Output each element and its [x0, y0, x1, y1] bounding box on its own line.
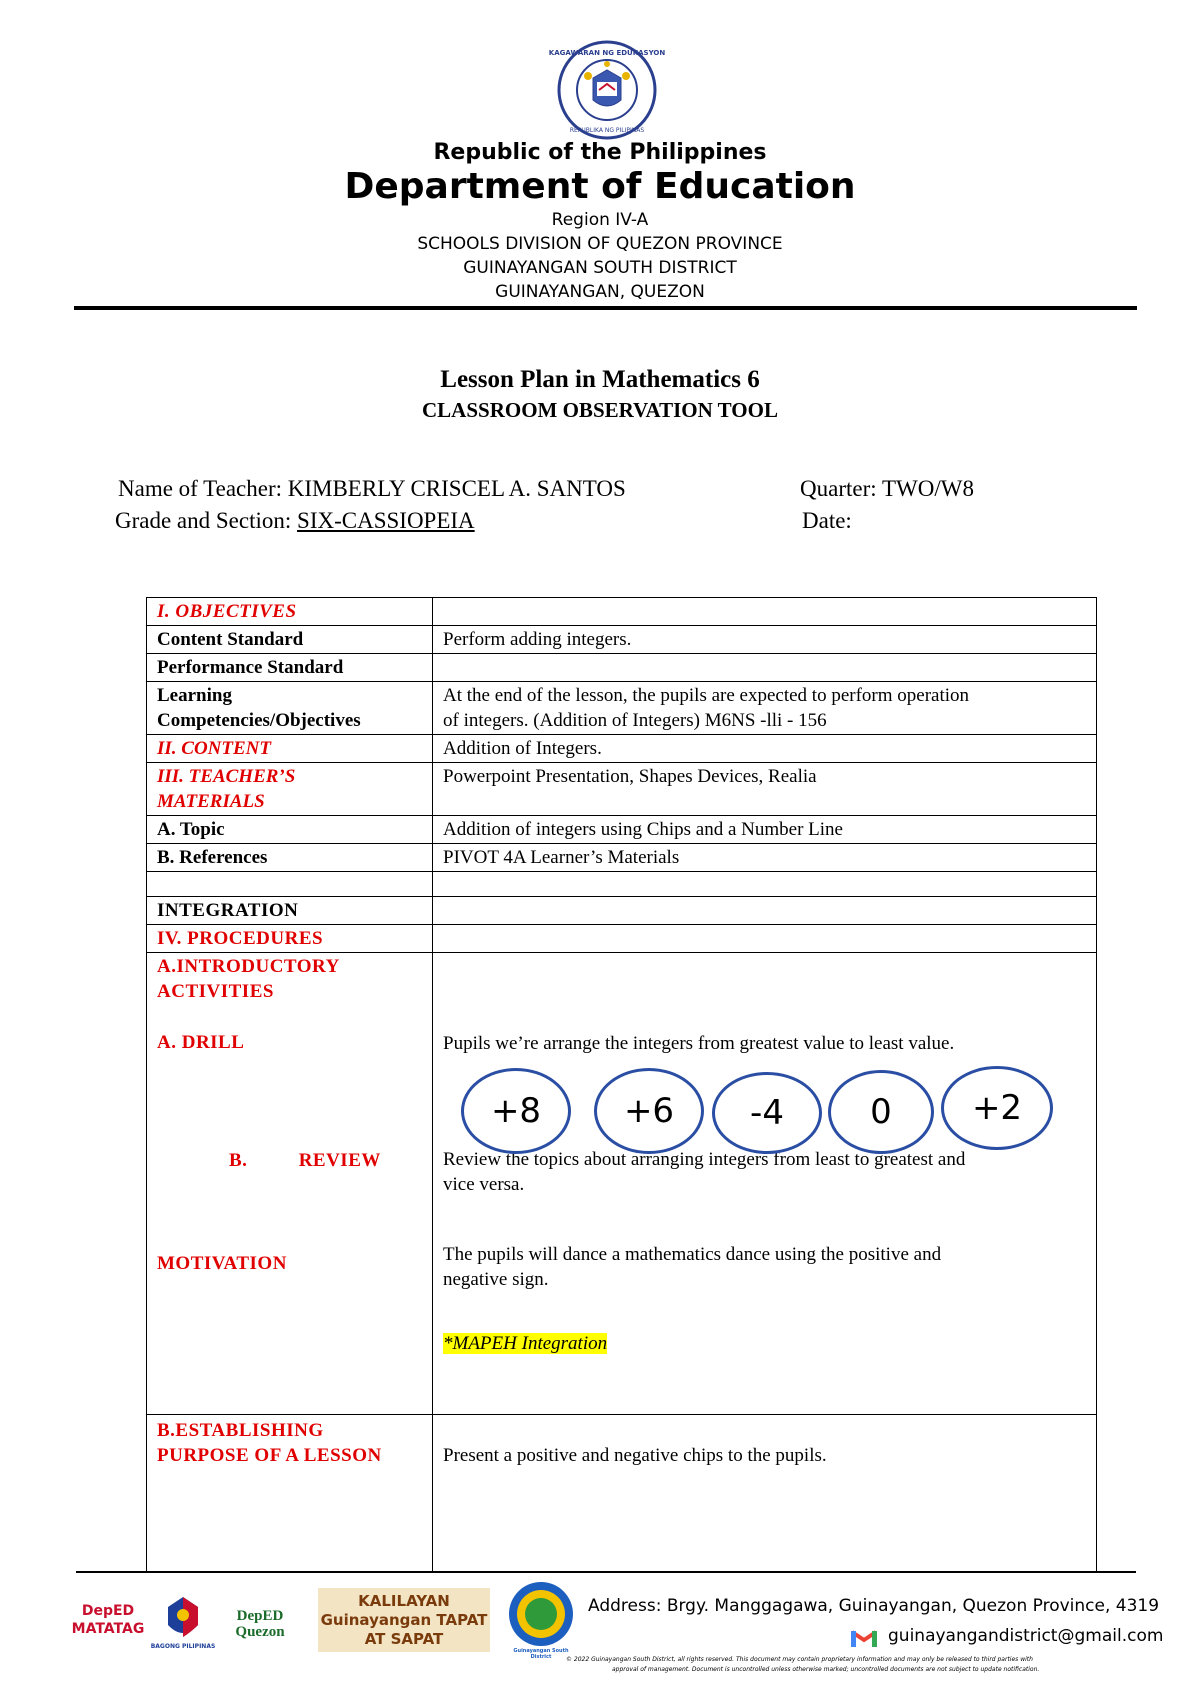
purpose-label-cell	[147, 1415, 433, 1573]
integer-circle: +8	[461, 1068, 571, 1154]
table-row	[147, 1415, 1097, 1573]
quarter-info	[800, 476, 974, 502]
bagong-pilipinas-text: BAGONG PILIPINAS	[150, 1642, 216, 1650]
activities-value-cell	[433, 953, 1097, 1415]
materials-label-line-2: MATERIALS	[157, 791, 265, 812]
deped-matatag-logo	[71, 1588, 145, 1652]
table-row	[147, 872, 1097, 897]
review-letter: B.	[229, 1150, 248, 1171]
learning-value-line-2: of integers. (Addition of Integers) M6NS -lli - 156	[443, 710, 827, 731]
deped-matatag-logo-text: DepED MATATAG	[71, 1603, 145, 1637]
quarter-value: TWO/W8	[881, 476, 974, 501]
grade-label: Grade and Section:	[115, 508, 292, 533]
materials-label-line-1: III. TEACHER’S	[157, 766, 296, 787]
footer-email: guinayangandistrict@gmail.com	[888, 1626, 1164, 1646]
deped-quezon-logo: DepED Quezon	[235, 1608, 285, 1640]
quarter-label: Quarter:	[800, 476, 877, 501]
purpose-value: Present a positive and negative chips to the pupils.	[443, 1445, 827, 1466]
review-value-line-1: Review the topics about arranging integers from least to greatest and	[443, 1149, 966, 1170]
integer-circle: 0	[828, 1070, 934, 1154]
grade-info-row	[115, 508, 475, 534]
content-heading: II. CONTENT	[147, 735, 433, 763]
table-row	[147, 626, 1097, 654]
review-label	[157, 1148, 422, 1173]
integer-circle: +6	[594, 1068, 704, 1154]
footer-disclaimer-line-2: approval of management. Document is uncontrolled unless otherwise marked; uncontrolled documents are not subject to update notification.	[612, 1666, 1040, 1673]
learning-competencies-value	[433, 682, 1097, 735]
table-row	[147, 897, 1097, 925]
motivation-value-line-2: negative sign.	[443, 1269, 549, 1290]
table-row	[147, 682, 1097, 735]
purpose-value-cell	[433, 1415, 1097, 1573]
gmail-icon	[850, 1628, 878, 1648]
topic-value: Addition of integers using Chips and a Number Line	[433, 816, 1097, 844]
empty-cell	[147, 872, 433, 897]
date-label: Date:	[802, 508, 852, 533]
objectives-value	[433, 598, 1097, 626]
content-standard-value: Perform adding integers.	[433, 626, 1097, 654]
review-word: REVIEW	[298, 1150, 381, 1171]
table-row	[147, 844, 1097, 872]
materials-value: Powerpoint Presentation, Shapes Devices, Realia	[433, 763, 1097, 816]
materials-heading	[147, 763, 433, 816]
motivation-label: MOTIVATION	[157, 1253, 287, 1274]
seal-text-bottom: REPUBLIKA NG PILIPINAS	[569, 127, 645, 134]
objectives-heading: I. OBJECTIVES	[147, 598, 433, 626]
teacher-value: KIMBERLY CRISCEL A. SANTOS	[287, 476, 626, 501]
footer-divider	[76, 1571, 1136, 1573]
district-seal-logo	[507, 1586, 575, 1660]
procedures-heading: IV. PROCEDURES	[147, 925, 433, 953]
teacher-label: Name of Teacher:	[118, 476, 282, 501]
region-line: Region IV-A	[551, 210, 649, 230]
bagong-pilipinas-logo	[150, 1584, 216, 1660]
observation-tool-title: CLASSROOM OBSERVATION TOOL	[422, 398, 778, 422]
header-divider	[74, 306, 1137, 310]
table-row	[147, 598, 1097, 626]
integer-circle: -4	[712, 1072, 822, 1154]
seal-text-top: KAGAWARAN NG EDUKASYON	[548, 49, 666, 57]
location-line: GUINAYANGAN, QUEZON	[495, 282, 705, 302]
learning-label-line-1: Learning	[157, 685, 232, 706]
district-seal-text: Guinayangan South District	[513, 1648, 569, 1660]
review-value-line-2: vice versa.	[443, 1174, 525, 1195]
division-line: SCHOOLS DIVISION OF QUEZON PROVINCE	[417, 234, 783, 254]
drill-value: Pupils we’re arrange the integers from greatest value to least value.	[443, 1033, 955, 1054]
references-value: PIVOT 4A Learner’s Materials	[433, 844, 1097, 872]
table-row	[147, 925, 1097, 953]
purpose-label-line-1: B.ESTABLISHING	[157, 1420, 324, 1441]
empty-cell	[433, 872, 1097, 897]
lesson-plan-title: Lesson Plan in Mathematics 6	[440, 366, 760, 393]
drill-label: A. DRILL	[157, 1032, 245, 1053]
performance-standard-value	[433, 654, 1097, 682]
teacher-info-row	[118, 476, 626, 502]
republic-line: Republic of the Philippines	[433, 140, 767, 165]
learning-label-line-2: Competencies/Objectives	[157, 710, 361, 731]
table-row	[147, 735, 1097, 763]
integration-value	[433, 897, 1097, 925]
integration-label: INTEGRATION	[147, 897, 433, 925]
learning-value-line-1: At the end of the lesson, the pupils are expected to perform operation	[443, 685, 970, 706]
learning-competencies-label	[147, 682, 433, 735]
motivation-value-line-1: The pupils will dance a mathematics dance using the positive and	[443, 1244, 942, 1265]
content-standard-label: Content Standard	[147, 626, 433, 654]
table-row	[147, 816, 1097, 844]
integer-circle: +2	[941, 1066, 1053, 1150]
table-row	[147, 654, 1097, 682]
intro-label-line-1: A.INTRODUCTORY	[157, 956, 340, 977]
footer-address: Address: Brgy. Manggagawa, Guinayangan, Quezon Province, 4319	[588, 1596, 1160, 1616]
procedures-value	[433, 925, 1097, 953]
table-row	[147, 763, 1097, 816]
purpose-label-line-2: PURPOSE OF A LESSON	[157, 1445, 382, 1466]
activities-label-cell	[147, 953, 433, 1415]
mapeh-integration-note: *MAPEH Integration	[443, 1333, 608, 1354]
kalilayan-logo: KALILAYAN Guinayangan TAPAT AT SAPAT	[318, 1588, 490, 1652]
content-value: Addition of Integers.	[433, 735, 1097, 763]
references-label: B. References	[147, 844, 433, 872]
grade-value: SIX-CASSIOPEIA	[297, 508, 475, 533]
district-seal-icon	[507, 1580, 575, 1648]
footer-disclaimer-line-1: © 2022 Guinayangan South District, all rights reserved. This document may contain proprietary information and may only be released to third parties with	[566, 1656, 1033, 1663]
deped-seal	[548, 40, 666, 140]
table-row	[147, 953, 1097, 1415]
topic-label: A. Topic	[147, 816, 433, 844]
district-line: GUINAYANGAN SOUTH DISTRICT	[463, 258, 737, 278]
department-title: Department of Education	[344, 166, 856, 207]
performance-standard-label: Performance Standard	[147, 654, 433, 682]
bagong-pilipinas-icon	[158, 1595, 208, 1643]
intro-label-line-2: ACTIVITIES	[157, 981, 274, 1002]
